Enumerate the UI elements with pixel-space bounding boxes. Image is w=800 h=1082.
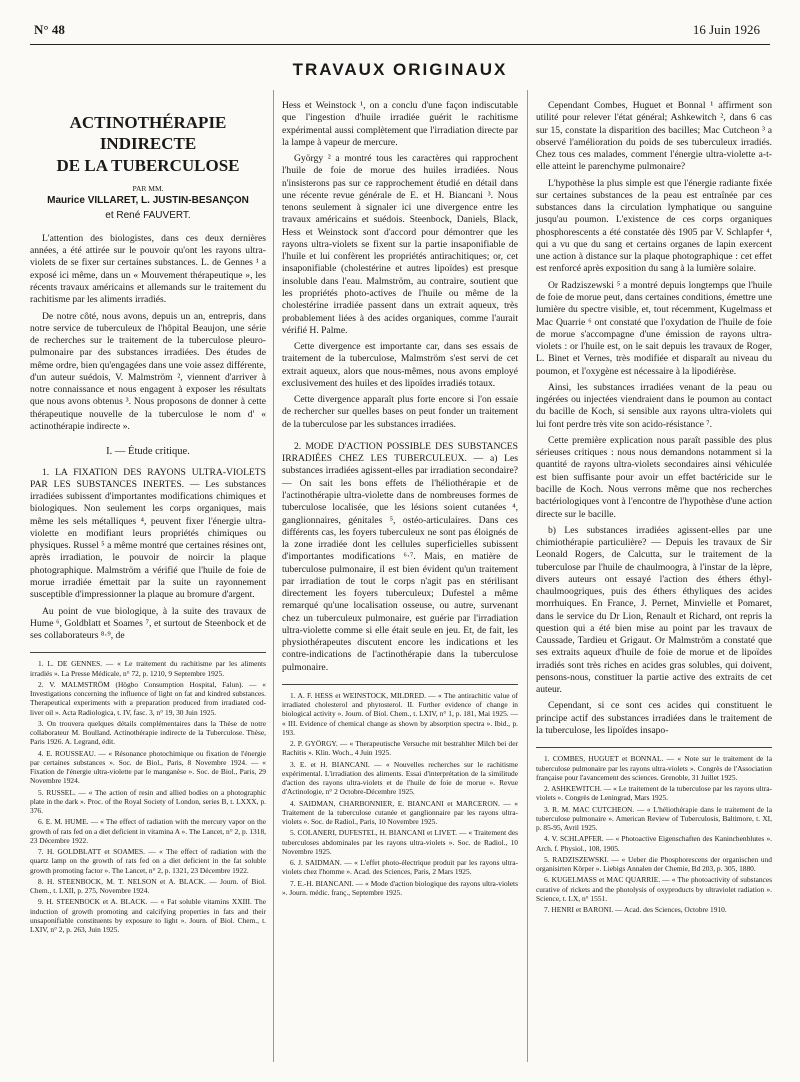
footnote: 3. On trouvera quelques détails complémentaires dans la Thèse de notre collaborateur M. Boulland. Actinothérapie indirecte de la Tuberculose. Thèse, Paris 1926. A. Legrand, édit. <box>30 718 266 747</box>
footnote: 1. A. F. HESS et WEINSTOCK, MILDRED. — « The antirachitic value of irradiated cholesterol and phytosterol. II. Further evidence of change in biological activity ». Journ. of Biol. Chem., t. LXIV, n° 1, p. 181, Mai 1925. — « III. Evidence of chemical change as shown by absorption spectra ». Ibid., p. 193. <box>282 690 518 737</box>
footnote: 6. KUGELMASS et MAC QUARRIE. — « The photoactivity of substances curative of rickets and the photolysis of oxyproducts by ultraviolet radiation ». Science, t. LX, n° 1551. <box>536 875 772 903</box>
authors-second: et René FAUVERT. <box>105 210 191 222</box>
issue-date: 16 Juin 1926 <box>692 22 760 37</box>
paragraph: L'attention des biologistes, dans ces deux dernières années, a été attirée sur le pouvoir qu'ont les rayons ultra-violets de se fixer sur certaines substances. L. de Gennes ¹ a exposé ici même, dans un « Mouvement thérapeutique », les récents travaux américains et allemands sur le traitement du rachitisme par les aliments irradiés. <box>30 232 266 306</box>
footnote: 8. H. STEENBOCK, M. T. NELSON et A. BLACK. — Journ. of Biol. Chem., t. LXII, p. 275, Novembre 1924. <box>30 876 266 896</box>
column-2 <box>282 100 518 899</box>
article-title-line2: DE LA TUBERCULOSE <box>56 155 240 175</box>
footnote-rule <box>30 652 266 653</box>
footnote: 6. E. M. HUME. — « The effect of radiation with the mercury vapor on the growth of rats fed on a diet deficient in vitamina A ». The Lancet, n° 2, p. 1318, 23 Décembre 1922. <box>30 817 266 845</box>
paragraph: Or Radziszewski ⁵ a montré depuis longtemps que l'huile de foie de morue peut, dans certaines conditions, émettre une lumière du spectre visible, et, tout récemment, Kugelmass et Mac Quarrie ⁶ ont constaté que l'oxydation de l'huile de foie de morue s'accompagne d'une émission de rayons ultra-violets : or l'huile est, on le sait depuis les travaux de Roger, L. Binet et Vernes, très modifiée et disparaît au niveau du poumon, et l'oxygène est nécessaire à la lipodiérèse. <box>536 279 772 377</box>
paragraph: De notre côté, nous avons, depuis un an, entrepris, dans notre service de tuberculeux de l'hôpital Beaujon, une série de recherches sur le traitement de la tuberculose pleuro-pulmonaire par des substances irradiées. Des études de même ordre, bien qu'engagées dans une voie assez différente, d'un auteur suédois, V. Malmström ², viennent d'arriver à notre connaissance et nous engagent à exposer les résultats que nous avons obtenus ³. Nous proposons de donner à cette thérapeutique nouvelle de la tuberculose le nom d' « actinothérapie indirecte ». <box>30 310 266 432</box>
paragraph: L'hypothèse la plus simple est que l'énergie radiante fixée sur certaines substances de la peau est entraînée par ces substances dans la circulation lymphatique ou sanguine jusqu'au poumon. L'existence de ces corps organiques phosphorescents a été constatée dès 1905 par V. Schlapfer ⁴, qui a vu que du sang et certains organes de lapin exercent une action à distance sur la plaque photographique : cet effet est renforcé après exposition du sang à la lumière solaire. <box>536 177 772 275</box>
footnote: 1. COMBES, HUGUET et BONNAL. — « Note sur le traitement de la tuberculose pulmonaire par les rayons ultra-violets ». Congrès de l'Association française pour l'avancement des sciences. Grenoble, 31 Juillet 1925. <box>536 754 772 782</box>
footnote: 7. H. GOLDBLATT et SOAMES. — « The effect of radiation with the quartz lamp on the growth of rats fed on a diet deficient in the fat soluble growth promoting factor ». The Lancet, n° 2, p. 1321, 23 Décembre 1922. <box>30 847 266 875</box>
article-title-line1: ACTINOTHÉRAPIE INDIRECTE <box>69 113 227 154</box>
footnote: 6. J. SAIDMAN. — « L'effet photo-électrique produit par les rayons ultra-violets chez l'homme ». Acad. des Sciences, Paris, 2 Mars 1925. <box>282 858 518 877</box>
footnote: 2. V. MALMSTRÖM (Högbo Consumption Hospital, Falun). — « Investigations concerning the influence of light on fat and kindred substances. Therapeutical experiments with a preparation produced from irradiated cod-liver oil ». Acta Radiologica, t. IV, fasc. 3, n° 19, 30 Juin 1925. <box>30 679 266 717</box>
paragraph: György ² a montré tous les caractères qui rapprochent l'huile de foie de morue des huiles irradiées. Nous n'insisterons pas sur ce rapprochement étudié en détail dans une récente revue générale de E. et H. Biancani ³. Nous tenons seulement à signaler ici une divergence entre les travaux américains et suédois. Steenbock, Daniels, Black, Hess et Weinstock sont d'accord pour démontrer que les rayons ultra-violets se fixent sur la partie insaponifiable de l'huile et lui confèrent les propriétés antirachitiques; or, cet insaponifiable (cholestérine et autres lipoïdes) est presque insoluble dans l'eau. Malmström, au contraire, soutient que les propriétés photo-actives de l'huile ou même de la cholestérine irradiée passent dans un extrait aqueux, très probablement liées à des acides organiques, comme l'aurait vérifié H. Palme. <box>282 153 518 336</box>
paragraph: Cependant, si ce sont ces acides qui constituent le principe actif des substances irradiées dans le traitement de la tuberculose, les lipoïdes insapo- <box>536 700 772 737</box>
column-1 <box>30 100 266 936</box>
footnote: 5. RADZISZEWSKI. — « Ueber die Phosphorescens der organischen und organisirten Körper ». Liebigs Annalen der Chemie, Bd 203, p. 305, 1880. <box>536 854 772 874</box>
paragraph: Hess et Weinstock ¹, on a conclu d'une façon indiscutable que l'ingestion d'huile irradiée guérit le rachitisme expérimental aussi complètement que l'irradiation directe par la lampe à vapeur de mercure. <box>282 100 518 148</box>
column-3 <box>536 100 772 916</box>
article-title <box>30 112 266 176</box>
footnote: 4. SAIDMAN, CHARBONNIER, E. BIANCANI et MARCERON. — « Traitement de la tuberculose cutanée et ganglionnaire par les rayons ultra-violets ». Soc. de Radiol., Paris, 10 Novembre 1925. <box>282 798 518 827</box>
footnote-rule <box>536 747 772 748</box>
footnote: 5. RUSSEL. — « The action of resin and allied bodies on a photographic plate in the dark ». Proc. of the Royal Society of London, series B, t. LXXX, p. 376. <box>30 787 266 816</box>
paragraph: Au point de vue biologique, à la suite des travaux de Hume ⁶, Goldblatt et Soames ⁷, et surtout de Steenbock et de ses collaborateurs ⁸·⁹, de <box>30 605 266 642</box>
footnote: 4. E. ROUSSEAU. — « Résonance photochimique ou fixation de l'énergie par certaines substances ». Soc. de Biol., Paris, 8 Novembre 1924. — « Fixation de l'énergie ultra-violette par le manganèse ». Soc. de Biol., Paris, 29 Novembre 1924. <box>30 748 266 786</box>
header-rule <box>30 44 770 45</box>
footnote: 2. P. GYÖRGY. — « Therapeutische Versuche mit bestrahlter Milch bei der Rachitis ». Klin. Woch., 4 Juin 1925. <box>282 739 518 758</box>
footnote: 9. H. STEENBOCK et A. BLACK. — « Fat soluble vitamins XXIII. The induction of growth promoting and calcifying properties in fats and their unsaponifiable constituents by exposure to light ». Journ. of Biol. Chem., t. LXIV, n° 2, p. 263, Juin 1925. <box>30 897 266 935</box>
paragraph: 1. LA FIXATION DES RAYONS ULTRA-VIOLETS PAR LES SUBSTANCES INERTES. — Les substances irradiées subissent d'importantes modifications chimiques et biologiques. Non seulement les corps organiques, mais même les sels métalliques ⁴, peuvent fixer l'énergie ultra-violette en modifiant leurs propriétés chimiques ou physiques. Russel ⁵ a même montré que certaines résines ont, après irradiation, le pouvoir de noircir la plaque photographique. Malmström a vérifié que l'huile de foie de morue irradiée émettait par la suite un rayonnement susceptible d'impressionner la plaque au bromure d'argent. <box>30 466 266 601</box>
footnote: 5. COLANERI, DUFESTEL, H. BIANCANI et LIVET. — « Traitement des tuberculoses abdominales par les rayons ultra-violets ». Soc. de Radiol., 10 Novembre 1925. <box>282 828 518 856</box>
paragraph: Ainsi, les substances irradiées venant de la peau ou ingérées ou injectées viendraient dans le poumon au contact du bacille de Koch, si sensible aux rayons ultra-violets qui lui font perdre très vite son acido-résistance ⁷. <box>536 381 772 430</box>
authors: Maurice VILLARET, L. JUSTIN-BESANÇON <box>47 195 249 207</box>
footnote: 3. R. M. MAC CUTCHEON. — « L'héliothérapie dans le traitement de la tuberculose pulmonaire ». American Review of Tuberculosis, Baltimore, t. XI, p. 85-95, Avril 1925. <box>536 804 772 833</box>
byline-par: PAR MM. <box>132 183 164 193</box>
footnote: 1. L. DE GENNES. — « Le traitement du rachitisme par les aliments irradiés ». La Presse Médicale, n° 72, p. 1210, 9 Septembre 1925. <box>30 659 266 678</box>
section-heading: I. — Étude critique. <box>106 446 190 458</box>
footnote: 2. ASHKEWITCH. — « Le traitement de la tuberculose par les rayons ultra-violets ». Congrès de Leningrad, Mars 1925. <box>536 784 772 803</box>
column-divider <box>273 90 274 1062</box>
section-title: TRAVAUX ORIGINAUX <box>292 60 508 79</box>
paragraph: Cette première explication nous paraît passible des plus sérieuses critiques : nous nous demandons notamment si la quantité de rayons ultra-violets secondaires ainsi véhiculée est bien suffisante pour avoir un effet bactéricide sur le bacille de Koch. Nous verrons même que nos recherches bactériologiques vont à l'encontre de l'hypothèse d'une action directe sur le bacille. <box>536 434 772 520</box>
paragraph: Cette divergence est importante car, dans ses essais de traitement de la tuberculose, Malmström s'est servi de cet extrait aqueux, alors que nous-mêmes, nous avons employé exclusivement des huiles et des lipoïdes irradiés totaux. <box>282 341 518 389</box>
paragraph: Cette divergence apparaît plus forte encore si l'on essaie de rechercher sur quelles bases on peut fonder un traitement de la tuberculose par les substances irradiées. <box>282 394 518 430</box>
footnote-rule <box>282 684 518 685</box>
footnote: 3. E. et H. BIANCANI. — « Nouvelles recherches sur le rachitisme expérimental. L'irradiation des aliments. Essai d'interprétation de la similitude d'action des rayons ultra-violets et de l'huile de foie de morue ». Revue d'Actinologie, n° 2 Octobre-Décembre 1925. <box>282 759 518 797</box>
footnote: 7. E.-H. BIANCANI. — « Mode d'action biologique des rayons ultra-violets ». Journ. médic. franç., Septembre 1925. <box>282 878 518 897</box>
footnote: 4. V. SCHLAPFER. — « Photoactive Eigenschaften des Kaninchenblutes ». Arch. f. Physiol., 108, 1905. <box>536 834 772 853</box>
column-divider <box>527 90 528 1062</box>
footnote: 7. HENRI et BARONI. — Acad. des Sciences, Octobre 1910. <box>544 905 727 915</box>
paragraph: Cependant Combes, Huguet et Bonnal ¹ affirment son utilité pour relever l'état général; Ashkewitch ², dans 6 cas sur 15, constate la disparition des bacilles; Mac Cutcheon ³ a observé l'amélioration du poids de ses tuberculeux irradiés. Chez tous ces malades, comment l'énergie ultra-violette a-t-elle atteint le parenchyme pulmonaire? <box>536 100 772 173</box>
paragraph: b) Les substances irradiées agissent-elles par une chimiothérapie particulière? — Depuis les travaux de Sir Leonald Rogers, de Calcutta, sur le traitement de la tuberculose par l'huile de chaulmoogra, à l'instar de la lèpre, divers auteurs ont essayé l'action des éthers éthyl-chaulmoogriques, puis des éthers éthyliques des acides morrhuiques. En France, J. Pernet, Minvielle et Pomaret, dans le service du Dr Lion, Renault et Richard, ont repris la question qui a été bien mise au point par les travaux de Caussade, Tardieu et Grigaut. Or Malmström a constaté que ses extraits aqueux d'huile de foie de morue et de lipoïdes irradiés sont très riches en acides gras solubles, qui doivent, pensons-nous, constituer la partie active des extraits de cet auteur. <box>536 524 772 696</box>
paragraph: 2. MODE D'ACTION POSSIBLE DES SUBSTANCES IRRADIÉES CHEZ LES TUBERCULEUX. — a) Les substances irradiées agissent-elles par irradiation secondaire? — On sait les bons effets de l'héliothérapie et de l'actinothérapie ultra-violette dans de nombreuses formes de tuberculose localisée, que les lésions soient cutanées ⁴, ganglionnaires, génitales ⁵, ostéo-articulaires. Dans ces différents cas, les foyers tuberculeux ne sont pas éloignés de la zone irradiée dont les cellules superficielles subissent d'importantes modifications ⁶·⁷. Mais, en matière de tuberculose pulmonaire, il est bien évident qu'un traitement par irradiation de tout le corps n'agit pas en stérilisant directement les foyers tuberculeux; Dufestel a même remarqué qu'une localisation osseuse, ou autre, survenant chez un tuberculeux pulmonaire, est guérie par l'irradiation ultra-violette comme si elle était seule en jeu. Et, de fait, les physiothérapeutes discutent encore les indications et les contre-indications de l'actinothérapie dans la tuberculose pulmonaire. <box>282 440 518 673</box>
issue-number: N° 48 <box>34 22 65 37</box>
